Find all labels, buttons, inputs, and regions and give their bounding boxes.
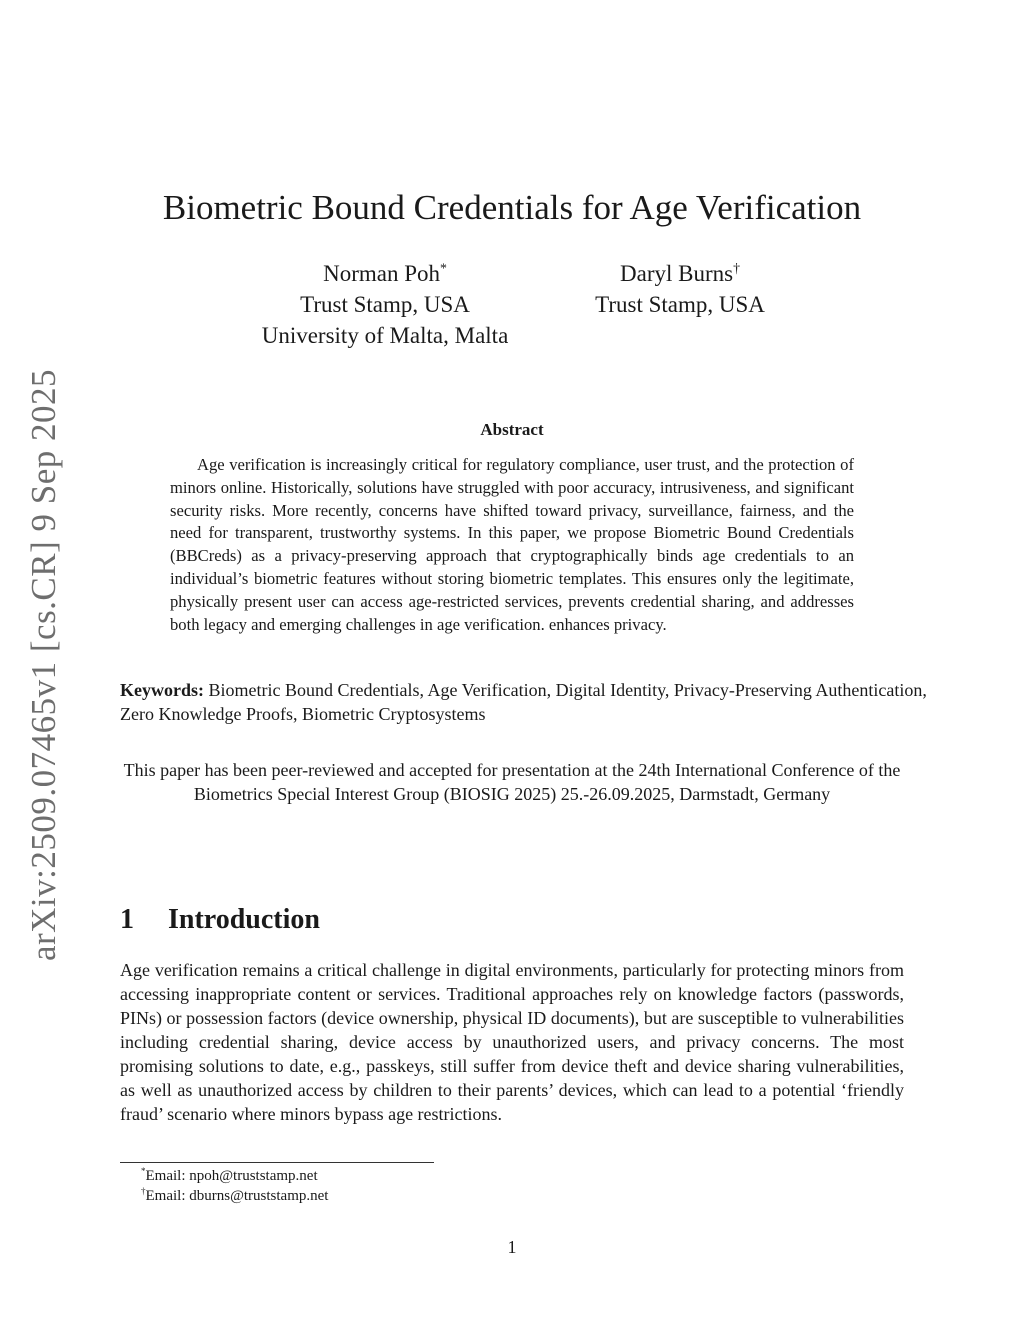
- abstract-heading: Abstract: [480, 420, 544, 439]
- footnote-marker: *: [141, 1166, 146, 1176]
- author-name: Norman Poh: [323, 261, 440, 286]
- footnote-marker: †: [141, 1186, 146, 1196]
- section-heading: [120, 904, 320, 936]
- keywords: [120, 678, 934, 726]
- footnote: [141, 1167, 318, 1186]
- keywords-text: Biometric Bound Credentials, Age Verification, Digital Identity, Privacy-Preserving Authentication, Zero Knowledge Proofs, Biometric Cryptosystems: [120, 680, 927, 724]
- footnote-marker: †: [733, 260, 740, 276]
- arxiv-stamp: [14, 368, 74, 962]
- author-block-2: [560, 258, 800, 320]
- author-block-1: [230, 258, 540, 351]
- footnote-marker: *: [440, 260, 447, 276]
- paper-title: Biometric Bound Credentials for Age Verification: [162, 188, 862, 227]
- author-affiliation: University of Malta, Malta: [261, 323, 509, 348]
- author-name: Daryl Burns: [620, 261, 734, 286]
- introduction-body: Age verification remains a critical challenge in digital environments, particularly for protecting minors from accessing inappropriate content or services. Traditional approaches rely on knowledge factors (passwords, PINs) or possession factors (device ownership, physical ID documents), but are susceptible to vulnerabilities including credential sharing, device access by unauthorized users, and privacy concerns. The most promising solutions to date, e.g., passkeys, still suffer from device theft and device sharing vulnerabilities, as well as unauthorized access by children to their parents’ devices, which can lead to a potential ‘friendly fraud’ scenario where minors bypass age restrictions.: [120, 960, 904, 1124]
- footnote-text: Email: dburns@truststamp.net: [145, 1188, 329, 1204]
- footnote: [141, 1187, 328, 1206]
- section-title: Introduction: [168, 904, 320, 935]
- keywords-label: Keywords:: [120, 680, 204, 700]
- author-affiliation: Trust Stamp, USA: [300, 292, 470, 317]
- footnote-text: Email: npoh@truststamp.net: [145, 1168, 318, 1184]
- section-number: 1: [120, 904, 134, 935]
- author-affiliation: Trust Stamp, USA: [595, 292, 765, 317]
- footnote-rule: [120, 1162, 434, 1163]
- arxiv-id: arXiv:2509.07465v1 [cs.CR] 9 Sep 2025: [24, 368, 64, 962]
- acceptance-note: This paper has been peer-reviewed and accepted for presentation at the 24th International Conference of the Biometrics Special Interest Group (BIOSIG 2025) 25.-26.09.2025, Darmstadt, Germany: [123, 760, 901, 804]
- page-number: 1: [507, 1237, 517, 1257]
- abstract-body: Age verification is increasingly critical for regulatory compliance, user trust, and the protection of minors online. Historically, solutions have struggled with poor accuracy, intrusiveness, and significant security risks. More recently, concerns have shifted toward privacy, surveillance, fairness, and the need for transparent, trustworthy systems. In this paper, we propose Biometric Bound Credentials (BBCreds) as a privacy-preserving approach that cryptographically binds age credentials to an individual’s biometric features without storing biometric templates. This ensures only the legitimate, physically present user can access age-restricted services, prevents credential sharing, and addresses both legacy and emerging challenges in age verification. enhances privacy.: [170, 455, 854, 634]
